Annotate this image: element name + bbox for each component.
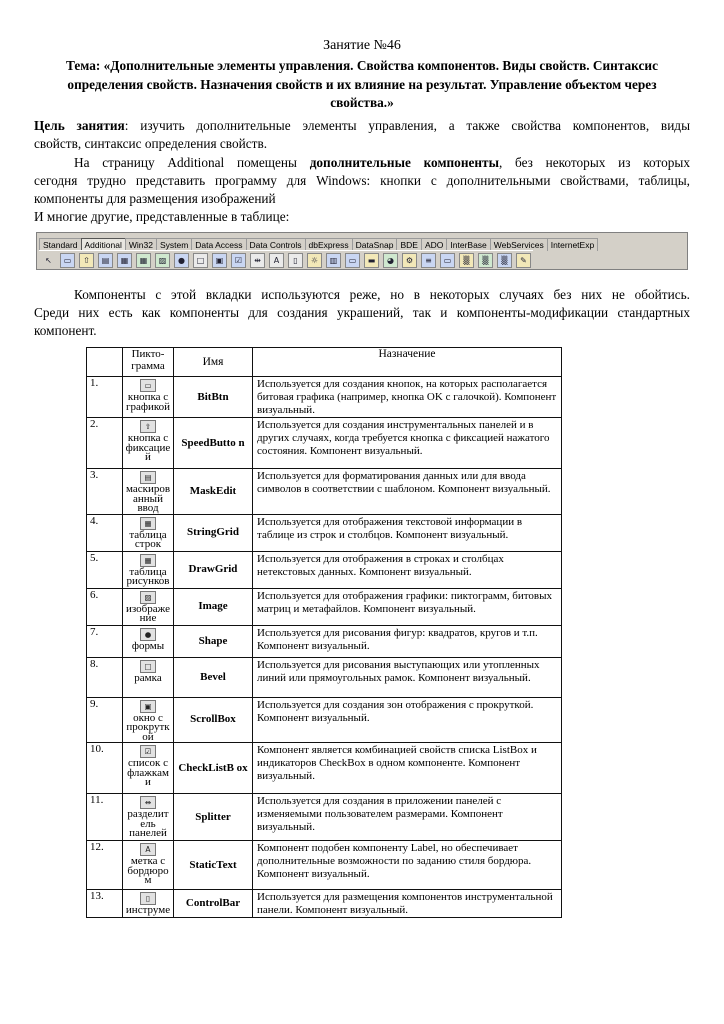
component-description: Используется для рисования фигур: квадратов, кругов и т.п. Компонент визуальный. (253, 625, 562, 657)
bevel-icon[interactable]: □ (193, 253, 208, 268)
labelededit-icon[interactable]: ▭ (345, 253, 360, 268)
row-number: 10. (87, 743, 123, 794)
checklistbox-icon: ☑ (140, 745, 156, 758)
row-pictogram (123, 377, 174, 418)
para-line: И многие другие, представленные в таблице: (34, 209, 290, 224)
para-line (34, 154, 690, 172)
para-line: сегодня трудно представить программу для Windows: кнопки с дополнительными свойствами, таблицы, (34, 173, 690, 188)
row-pictogram (123, 625, 174, 657)
pictogram-label: маскиров анный ввод (125, 483, 171, 514)
goal-line (34, 117, 690, 135)
para-bold: дополнительные компоненты (309, 155, 499, 170)
actiontoolbar-icon[interactable]: ▭ (440, 253, 455, 268)
components-table (86, 347, 562, 918)
row-pictogram (123, 743, 174, 794)
drawgrid-icon[interactable]: ▦ (136, 253, 151, 268)
table-header-row (87, 348, 562, 377)
chart-icon[interactable]: ◕ (383, 253, 398, 268)
goal-label: Цель занятия (34, 118, 125, 133)
lesson-title: Занятие №46 (323, 38, 401, 53)
component-description: Используется для создания зон отображения с прокруткой. Компонент визуальный. (253, 697, 562, 743)
component-description: Используется для создания в приложении панелей с изменяемыми пользователем размерами. Компонент визуальный. (253, 794, 562, 841)
component-name: CheckListB ox (174, 743, 253, 794)
palette-tab[interactable]: Win32 (125, 238, 157, 251)
palette-tab[interactable]: BDE (396, 238, 421, 251)
scrollbox-icon[interactable]: ▣ (212, 253, 227, 268)
component-description: Используется для создания кнопок, на которых располагается битовая графика (например, кнопка OK с галочкой). Компонент визуальный. (253, 377, 562, 418)
component-name: DrawGrid (174, 551, 253, 588)
row-pictogram (123, 890, 174, 918)
valuelisteditor-icon[interactable]: ▥ (326, 253, 341, 268)
row-pictogram (123, 588, 174, 625)
maskedit-icon: ▤ (140, 471, 156, 484)
bitbtn-icon[interactable]: ▭ (60, 253, 75, 268)
component-description: Используется для отображения графики: пиктограмм, битовых матриц и метафайлов. Компонент визуальный. (253, 588, 562, 625)
component-description: Компонент подобен компоненту Label, но обеспечивает дополнительные возможности по заданию стиля бордюра. Компонент визуальный. (253, 841, 562, 890)
palette-tab[interactable]: InternetExp (547, 238, 598, 251)
stringgrid-icon: ▦ (140, 517, 156, 530)
table-row (87, 588, 562, 625)
xpcolormap-icon[interactable]: ▒ (459, 253, 474, 268)
component-name: Image (174, 588, 253, 625)
speedbutton-icon[interactable]: ⇧ (79, 253, 94, 268)
row-number: 7. (87, 625, 123, 657)
intro-paragraph (34, 154, 690, 226)
goal-line: свойств, синтаксис определения свойств. (34, 136, 268, 151)
theme-line: свойства.» (330, 95, 394, 110)
customizedlg-icon[interactable]: ✎ (516, 253, 531, 268)
splitter-icon[interactable]: ⇹ (250, 253, 265, 268)
lesson-goal (34, 117, 690, 153)
lesson-theme (32, 57, 692, 113)
row-number: 2. (87, 418, 123, 469)
pictogram-label: рамка (134, 671, 162, 684)
pictogram-label: кнопка с фиксацие й (125, 432, 171, 463)
table-row (87, 551, 562, 588)
row-number: 4. (87, 514, 123, 551)
palette-tab[interactable]: Data Controls (246, 238, 306, 251)
component-description: Используется для отображения в строках и столбцах нетекстовых данных. Компонент визуальный. (253, 551, 562, 588)
row-number: 12. (87, 841, 123, 890)
header-name: Имя (174, 348, 253, 377)
pictogram-label: окно с прокрутк ой (126, 711, 170, 743)
component-palette (36, 232, 688, 270)
image-icon: ▨ (140, 591, 156, 604)
pictogram-label: список с флажкам и (127, 757, 169, 788)
shape-icon[interactable]: ● (174, 253, 189, 268)
para-line: Компоненты с этой вкладки используются реже, но в некоторых случаях без них не обойтись. (74, 287, 690, 302)
para-text: На страницу Additional помещены (74, 155, 310, 170)
palette-tab[interactable]: System (156, 238, 192, 251)
pictogram-label: разделит ель панелей (127, 808, 169, 839)
bevel-icon: □ (140, 660, 156, 673)
bitbtn-icon: ▭ (140, 379, 156, 392)
component-description: Используется для форматирования данных или для ввода символов в соответствии с шаблоном. Компонент визуальный. (253, 469, 562, 515)
checklistbox-icon[interactable]: ☑ (231, 253, 246, 268)
row-number: 5. (87, 551, 123, 588)
pictogram-label: формы (131, 639, 165, 652)
table-row (87, 841, 562, 890)
component-description: Используется для рисования выступающих или утопленных линий или прямоугольных рамок. Компонент визуальный. (253, 657, 562, 697)
header-desc: Назначение (253, 348, 562, 377)
table-row (87, 418, 562, 469)
component-name: StaticText (174, 841, 253, 890)
scrollbox-icon: ▣ (140, 700, 156, 713)
component-description: Компонент является комбинацией свойств списка ListBox и индикаторов CheckBox в одном компоненте. Компонент визуальный. (253, 743, 562, 794)
component-description: Используется для размещения компонентов инструментальной панели. Компонент визуальный. (253, 890, 562, 918)
header-num (87, 348, 123, 377)
shape-icon: ● (140, 628, 156, 641)
colorbox-icon[interactable]: ▬ (364, 253, 379, 268)
palette-tab[interactable]: Additional (81, 238, 126, 251)
pictogram-label: кнопка с графикой (125, 391, 171, 413)
row-number: 3. (87, 469, 123, 515)
pictogram-label: метка с бордюро м (127, 855, 169, 886)
row-pictogram (123, 514, 174, 551)
splitter-icon: ⇹ (140, 796, 156, 809)
row-pictogram (123, 794, 174, 841)
table-row (87, 377, 562, 418)
palette-tab[interactable]: DataSnap (352, 238, 398, 251)
row-number: 6. (87, 588, 123, 625)
component-description: Используется для отображения текстовой информации в таблице из строк и столбцов. Компонент визуальный. (253, 514, 562, 551)
para-text: , без некоторых из которых (498, 155, 690, 170)
table-row (87, 514, 562, 551)
palette-tab[interactable]: InterBase (446, 238, 490, 251)
image-icon[interactable]: ▨ (155, 253, 170, 268)
stringgrid-icon[interactable]: ▦ (117, 253, 132, 268)
para-line: компонент. (34, 323, 97, 338)
goal-text: : изучить дополнительные элементы управления, а также свойства компонентов, виды (124, 118, 690, 133)
outro-paragraph (34, 286, 690, 340)
pictogram-label: изображе ние (126, 602, 170, 624)
component-name: BitBtn (174, 377, 253, 418)
row-pictogram (123, 841, 174, 890)
palette-tab[interactable]: Data Access (191, 238, 246, 251)
table-row (87, 625, 562, 657)
component-name: MaskEdit (174, 469, 253, 515)
row-number: 8. (87, 657, 123, 697)
component-name: Bevel (174, 657, 253, 697)
speedbutton-icon: ⇧ (140, 420, 156, 433)
actionmanager-icon[interactable]: ⚙ (402, 253, 417, 268)
header-pic: Пикто- грамма (123, 348, 174, 377)
component-name: SpeedButto n (174, 418, 253, 469)
palette-tab[interactable]: dbExpress (305, 238, 353, 251)
component-name: ScrollBox (174, 697, 253, 743)
para-line: Среди них есть как компоненты для создания украшений, так и компоненты-модификации стандартных (34, 305, 690, 320)
statictext-icon: A (140, 843, 156, 856)
para-line: компоненты для размещения изображений (34, 191, 276, 206)
table-row (87, 657, 562, 697)
table-row (87, 794, 562, 841)
palette-tabs (39, 235, 597, 249)
cursor-arrow-icon[interactable]: ↖ (41, 253, 56, 268)
table-row (87, 697, 562, 743)
table-row (87, 469, 562, 515)
component-name: StringGrid (174, 514, 253, 551)
palette-tab[interactable]: WebServices (490, 238, 548, 251)
row-pictogram (123, 551, 174, 588)
row-pictogram (123, 697, 174, 743)
drawgrid-icon: ▦ (140, 554, 156, 567)
row-number: 11. (87, 794, 123, 841)
row-number: 9. (87, 697, 123, 743)
row-pictogram (123, 657, 174, 697)
pictogram-label: таблица строк (129, 528, 167, 550)
palette-tab[interactable]: ADO (421, 238, 447, 251)
standardcolormap-icon[interactable]: ▒ (478, 253, 493, 268)
row-pictogram (123, 418, 174, 469)
actionmainmenubar-icon[interactable]: ≡ (421, 253, 436, 268)
row-number: 1. (87, 377, 123, 418)
controlbar-icon: ▯ (140, 892, 156, 905)
component-name: Splitter (174, 794, 253, 841)
row-pictogram (123, 469, 174, 515)
pictogram-label: инструме (125, 904, 171, 916)
component-name: ControlBar (174, 890, 253, 918)
table-row (87, 890, 562, 918)
table-body (87, 377, 562, 918)
controlbar-icon[interactable]: ▯ (288, 253, 303, 268)
pictogram-label: таблица рисунков (126, 565, 170, 587)
component-name: Shape (174, 625, 253, 657)
palette-tools (39, 250, 533, 269)
maskedit-icon[interactable]: ▤ (98, 253, 113, 268)
component-description: Используется для создания инструментальных панелей и в других случаях, когда требуется кнопка с фиксацией нажатого состояния. Компонент визуальный. (253, 418, 562, 469)
table-row (87, 743, 562, 794)
theme-line: Тема: «Дополнительные элементы управления. Свойства компонентов. Виды свойств. Синтаксис (66, 58, 658, 73)
applicationevents-icon[interactable]: ☼ (307, 253, 322, 268)
palette-tab[interactable]: Standard (39, 238, 82, 251)
twilightcolormap-icon[interactable]: ▒ (497, 253, 512, 268)
row-number: 13. (87, 890, 123, 918)
statictext-icon[interactable]: A (269, 253, 284, 268)
theme-line: определения свойств. Назначения свойств и их влияние на результат. Управление объектом через (67, 76, 657, 92)
